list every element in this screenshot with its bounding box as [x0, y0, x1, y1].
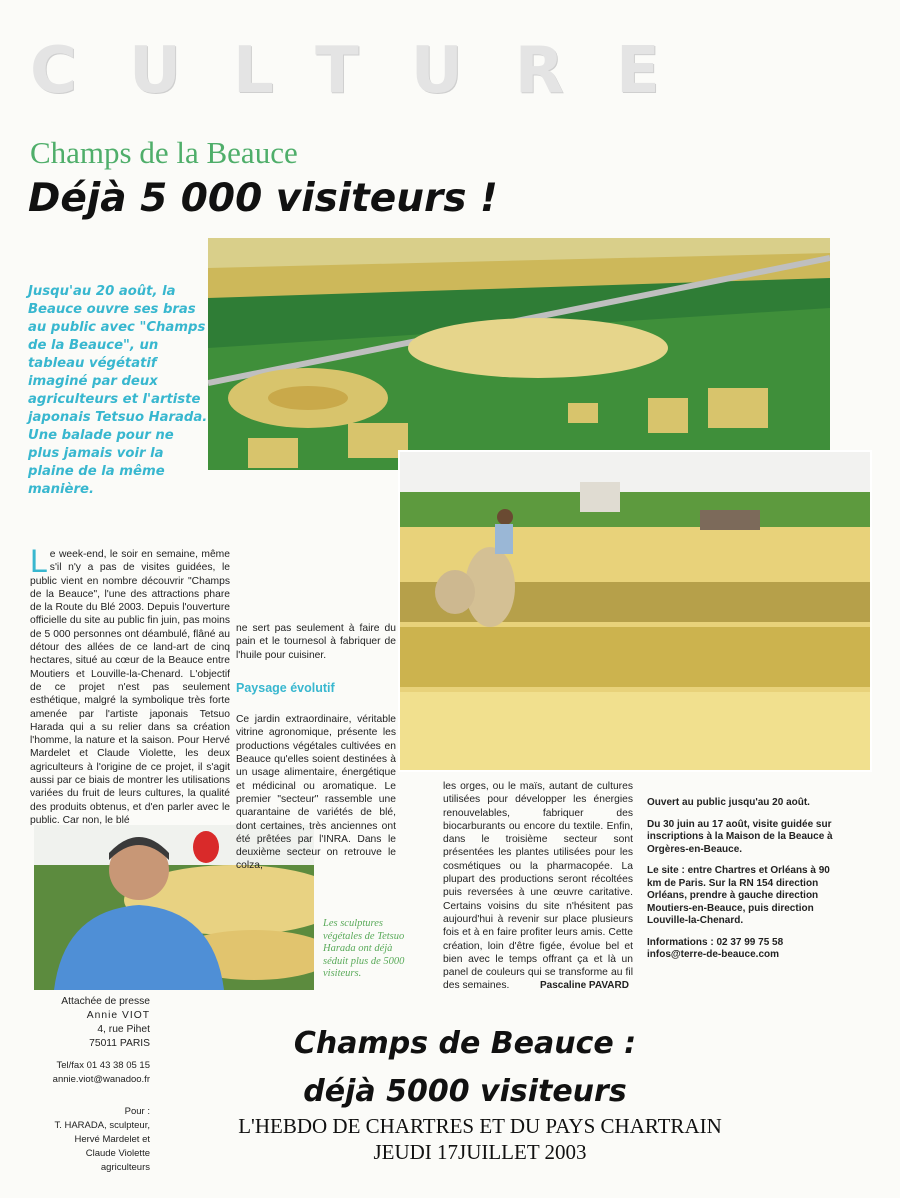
press-for4: agriculteurs — [100, 1162, 150, 1173]
info-phone: Informations : 02 37 99 75 58 — [647, 936, 784, 948]
article-intro: Jusqu'au 20 août, la Beauce ouvre ses bras au public avec "Champs de la Beauce", un tableau végétatif imaginé par deux agriculteurs et l'artiste japonais Tetsuo Harada. Une balade pour ne plus jamais voir la plaine de la même manière. — [28, 284, 208, 497]
info-box — [647, 797, 847, 962]
info-email: infos@terre-de-beauce.com — [647, 949, 780, 960]
article-headline: Déjà 5 000 visiteurs ! — [28, 176, 498, 221]
info-site: Le site : entre Chartres et Orléans à 90 km de Paris. Sur la RN 154 direction Orléans, prendre à gauche direction Moutiers-en-Beauce, puis direction Louville-la-Chenard. — [647, 865, 830, 926]
footer-title-line1: Champs de Beauce : — [293, 1026, 637, 1061]
column-2-text: Ce jardin extraordinaire, véritable vitrine agronomique, présente les productions végétales cultivées en Beauce qu'elles soient destinées à un usage alimentaire, énergétique et médicinal ou aromatique. Le premier "secteur" rassemble une quarantaine de variétés de blé, dont certaines, très anciennes ont été prêtées par l'INRA. Dans le deuxième secteur on retrouve le colza, — [236, 714, 396, 872]
press-for2: Hervé Mardelet et — [74, 1134, 150, 1145]
newspaper-title: L'HEBDO DE CHARTRES ET DU PAYS CHARTRAIN — [238, 1114, 722, 1138]
footer-title-line2: déjà 5000 visiteurs — [303, 1074, 627, 1109]
newspaper-date: JEUDI 17JUILLET 2003 — [373, 1140, 587, 1164]
press-line1: Attachée de presse — [61, 996, 150, 1007]
section-banner: CULTURE — [30, 34, 712, 108]
press-line3: 4, rue Pihet — [97, 1024, 150, 1035]
info-visits: Du 30 juin au 17 août, visite guidée sur inscriptions à la Maison de la Beauce à Orgères-en-Beauce. — [647, 818, 833, 855]
aerial-field-photo — [208, 238, 830, 470]
article-kicker: Champs de la Beauce — [30, 135, 298, 170]
press-for3: Claude Violette — [85, 1148, 150, 1159]
article-author: Pascaline PAVARD — [540, 980, 629, 991]
wheat-sculpture-photo — [398, 450, 872, 772]
column-2-lead: ne sert pas seulement à faire du pain et le tournesol à fabriquer de l'huile pour cuisiner. — [236, 623, 396, 661]
column-1-text: e week-end, le soir en semaine, même s'il n'y a pas de visites guidées, le public vient en nombre découvrir "Champs de la Beauce", l'une des attractions phare de la Route du Blé 2003. Depuis l'ouverture officielle du site au public fin juin, pas moins de 5 000 personnes ont déambulé, flâné au détour des allées de ce land-art de cinq hectares, situé au cœur de la Beauce entre Moutiers et Louville-la-Chenard. L'objectif de ce projet n'est pas seulement esthétique, malgré la symbolique très forte amenée par l'artiste japonais Tetsuo Harada qui a su relier dans sa création l'homme, la nature et la saison. Pour Hervé Mardelet et Claude Violette, les deux agriculteurs à l'origine de ce projet, il s'agit aussi par ce biais de montrer les utilisations variées du fruit de leurs cultures, la qualité des produits obtenus, et d'en parler avec le public. Car non, le blé — [30, 549, 230, 826]
newspaper-name — [160, 1113, 800, 1165]
article-column-2 — [236, 622, 396, 873]
column-3-text: les orges, ou le maïs, autant de cultures utilisées pour développer les énergies renouvelables, fabriquer des biocarburants ou encore du textile. Enfin, dans le troisième secteur sont présentées les plantes utilisées pour les cosmétiques ou la pharmacopée. La plupart des productions seront récoltées puis reversées à une œuvre caritative. Certains voisins du site n'hésitent pas aujourd'hui à revenir sur place plusieurs fois et à en faire profiter leurs amis. Cette création, loin d'être figée, évolue bel et bien avec le temps offrant ça et là un panel de couleurs qui se transforme au fil des semaines. — [443, 781, 633, 992]
info-open: Ouvert au public jusqu'au 20 août. — [647, 797, 810, 808]
article-column-1 — [30, 543, 230, 827]
press-for1: T. HARADA, sculpteur, — [54, 1120, 150, 1131]
press-for: Pour : — [124, 1106, 150, 1117]
subhead-paysage: Paysage évolutif — [236, 680, 335, 695]
press-tel: Tel/fax 01 43 38 05 15 — [56, 1060, 150, 1071]
article-column-3 — [443, 780, 633, 993]
press-line2: Annie VIOT — [86, 1010, 150, 1021]
photo-caption: Les sculptures végétales de Tetsuo Harada ont déjà séduit plus de 5000 visiteurs. — [323, 918, 405, 979]
footer-title — [240, 1020, 690, 1116]
press-email: annie.viot@wanadoo.fr — [52, 1074, 150, 1085]
press-contact — [30, 995, 150, 1175]
press-line4: 75011 PARIS — [89, 1038, 150, 1049]
dropcap: L — [30, 543, 48, 579]
